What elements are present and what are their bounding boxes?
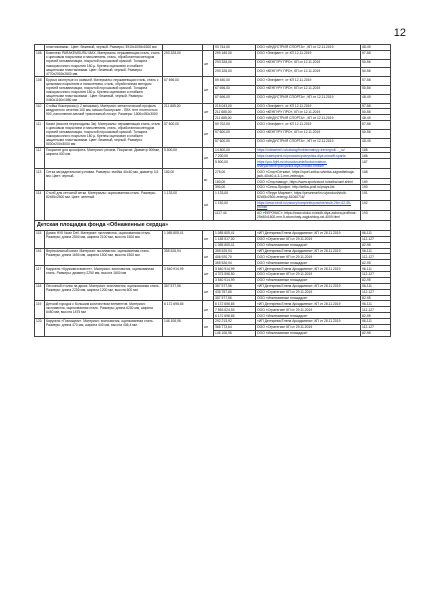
item-description: Детский городок с большим количеством элементов. Материал: эксплавстик, оцинкованная сталь. Размеры: длина 6200 мм, ширина 6450 мм, высота 1875 мм [45, 301, 163, 319]
offer-pages: 82-95 [361, 330, 391, 336]
offer-price: 390,00 [214, 185, 256, 191]
unit: шт [203, 50, 214, 76]
unit: шт [203, 147, 214, 169]
offer-pages: 96-111 [361, 248, 391, 254]
offer-pages: 50-56 [361, 109, 391, 115]
offer-price: 357 577,56 [214, 295, 256, 301]
offer-source: АО «ФЕРОКАС», https://www.stolux.ru/stolb-dlya-zabora-profilnoe-25x50x1800-mm-5-stvorchaty-zaglushkoy-rat-4009.html [256, 210, 361, 220]
item-description: Вертикальный канат. Материал: эксплавстик, оцинкованная сталь. Размеры: длина 1650 мм, ширина 1500 мм, высота 1500 мм [45, 248, 163, 266]
offer-source: ООО «ИНДУСТРИЯ СПОРТА» , КП от 12.11.2019 [256, 94, 361, 103]
offer-price: 1 085 805,41 [214, 230, 256, 236]
offer-price: 292 213,92 [214, 319, 256, 325]
offer-pages: 112-127 [361, 324, 391, 330]
average-price: 67 696,00 [163, 77, 203, 103]
row-number: 115 [35, 230, 45, 248]
offer-source: ООО «Стратегия» КП от 29.11.2019 [256, 254, 361, 260]
row-number: 114 [35, 190, 45, 220]
offer-price: 7 553 024,93 [214, 307, 256, 313]
offer-source: ООО «Элефант», от КП 12.11.2019 [256, 77, 361, 86]
unit: м² [203, 169, 214, 191]
offer-pages: 50-56 [361, 59, 391, 68]
row-number: 117 [35, 266, 45, 284]
item-description: Столб для сетчатой сетки. Материалы: оцинкованная сталь. Размеры: 82x55x2500 мм. Цвет: зеленый. [45, 190, 163, 220]
offer-pages: 82-95 [361, 277, 391, 283]
offer-pages: 186 [361, 153, 391, 159]
offer-pages: 50-56 [361, 68, 391, 77]
average-price: 5 500,00 [163, 147, 203, 169]
offer-price: 275,00 [214, 169, 256, 179]
row-number: 116 [35, 248, 45, 266]
price-comparison-table [34, 44, 391, 337]
offer-pages: 82-95 [361, 295, 391, 301]
offer-source: ООО «Стратегия» КП от 29.11.2019 [256, 236, 361, 242]
offer-price: 3 540 914,99 [214, 277, 256, 283]
offer-source: ООО «Инклюзивные площадки» [256, 242, 361, 248]
offer-source: ООО «КЕНГУРУ ПРО», КП от 12.11.2019 [256, 129, 361, 138]
average-price: 211 685,00 [163, 103, 203, 121]
offer-pages: 188 [361, 169, 391, 179]
offer-source: «ИП Дегтярева Елена Аркадьевна», КП от 28.11.2019 [256, 301, 361, 307]
offer-pages: 112-127 [361, 272, 391, 278]
offer-price: 14 800,00 [214, 147, 256, 153]
offer-source: ООО «КЕНГУРУ ПРО», КП от 12.11.2019 [256, 59, 361, 68]
row-number: 119 [35, 301, 45, 319]
offer-pages: 57-58 [361, 77, 391, 86]
item-description: Брусья изогнутые со скамьей. Материалы: нержавеющая сталь, сталь с цинковым покрытием и напылением, сталь, обработанная методом горячей гальванизации, покрытой порошковой краской. Толщина лакокрасочного покрытия 180 µ. Крепеж оцинкован и снабжен защитными пластиковыми . Цвет: бежевый, черный. Размеры: 3460х1160х1860 мм [45, 77, 163, 103]
offer-price: 293 328,00 [214, 59, 256, 68]
offer-price: 57 600,00 [214, 129, 256, 138]
offer-pages: 191 [361, 190, 391, 200]
offer-pages: 193 [361, 210, 391, 220]
item-description: Карусель «Помощник». Материал: эксплавстик, оцинкованная сталь. Размеры: длина 470 мм, ширина 440 мм, высота 406,4 мм. [45, 319, 163, 337]
offer-price: 1 085 805,41 [214, 242, 256, 248]
offer-price: 146 106,96 [214, 330, 256, 336]
offer-source: ООО «Спортзавод», https://www.sportzavod.ru/setka/uzel.shtml [256, 179, 361, 185]
unit: шт [203, 248, 214, 266]
offer-source: «ИП Дегтярева Елена Аркадьевна», КП от 28.11.2019 [256, 283, 361, 289]
offer-pages: 96-111 [361, 230, 391, 236]
offer-price: 211 685,00 [214, 115, 256, 121]
offer-price: 4 373 598,50 [214, 272, 256, 278]
price-table-sheet [34, 44, 390, 337]
offer-price: 3 540 914,99 [214, 266, 256, 272]
offer-pages: 96-111 [361, 319, 391, 325]
offer-source: ООО «КЕНГУРУ ПРО», КП от 12.11.2019 [256, 68, 361, 77]
offer-price: 7 200,00 [214, 153, 256, 159]
offer-pages: 82-95 [361, 260, 391, 266]
row-number: 110 [35, 103, 45, 121]
offer-source: ООО «Сетка-Профи», http://setka-profi.ru/prays-list [256, 185, 361, 191]
offer-price: 355 526,94 [214, 260, 256, 266]
average-price: 357 577,56 [163, 283, 203, 301]
offer-price: 6 172 698,65 [214, 301, 256, 307]
offer-source: ООО «Элефант», от КП 12.11.2019 [256, 121, 361, 130]
offer-price: 180,00 [214, 179, 256, 185]
offer-price: 59 702,00 [214, 121, 256, 130]
unit: шт [203, 283, 214, 301]
row-number: 111 [35, 121, 45, 147]
row-number: 113 [35, 169, 45, 191]
offer-pages: 96-111 [361, 266, 391, 272]
offer-price: 5 500,00 [214, 159, 256, 169]
table-row [35, 169, 391, 179]
offer-price: 1 152,00 [214, 200, 256, 210]
offer-pages: 190 [361, 185, 391, 191]
row-number: 118 [35, 283, 45, 301]
offer-pages: 57-58 [361, 121, 391, 130]
row-number: 108 [35, 77, 45, 103]
offer-price: 1 133,00 [214, 190, 256, 200]
offer-source[interactable] [256, 153, 361, 159]
item-description: Стойка боксерская (с 2 мешками). Материал: металлический профиль квадратного сечения 100 мм, мешки боксерские - ПВХ тент плотностью 900, наполнение-мелкий трикотажный лоскут. Размеры: 1800х450х3000 [45, 103, 163, 121]
item-description: Качел (высота перекладины 3м). Материалы: нержавеющая сталь, сталь с цинковым покрытием и напылением, сталь, обработанная методом горячей гальванизации, покрытой порошковой краской. Толщина лакокрасочного покрытия 180 µ. Крепеж оцинкован и снабжен защитными пластиковыми. Цвет: бежевый, черный. Размеры: 5000х200х3000 мм [45, 121, 163, 147]
average-price: 3 540 914,99 [163, 266, 203, 284]
offer-source: ООО «ИНДУСТРИЯ СПОРТА» , КП от 12.11.2019 [256, 138, 361, 147]
average-price: 6 172 698,65 [163, 301, 203, 319]
unit: шт [203, 266, 214, 284]
source-link[interactable]: https://www.stroit.ru/zabory/komplektuyuschie/stolb-25m-62-55-porosh [257, 201, 352, 210]
offer-price: 435 757,80 [214, 289, 256, 295]
offer-price: 67 696,00 [214, 94, 256, 103]
section-title: Детская площадка фонда «Обнаженные сердца» [35, 220, 391, 230]
source-link[interactable]: https://salesports.ru/products/pokryshka-dlya-crossfit-sparta [257, 153, 346, 158]
unit: шт [203, 301, 214, 319]
offer-pages: 112-127 [361, 307, 391, 313]
average-price: 57 600,00 [163, 121, 203, 147]
offer-source[interactable] [256, 159, 361, 169]
source-link[interactable]: https://mbbarbell.ru/catalog/funktsionalnyy-treningroll/..._ru/ [257, 147, 345, 152]
offer-price: 365 773,64 [214, 324, 256, 330]
table-row [35, 77, 391, 86]
item-description: пластиковыми . Цвет: бежевый, черный. Размеры: 3910х1098х1500 мм [45, 45, 163, 51]
offer-source: ООО «Элефант», от КП 12.11.2019 [256, 103, 361, 109]
offer-source: ООО «Инклюзивные площадки» [256, 313, 361, 319]
unit: шт [203, 103, 214, 121]
section-header-row [35, 220, 391, 230]
offer-pages: 96-111 [361, 283, 391, 289]
offer-price: 406 920,70 [214, 254, 256, 260]
offer-source: ООО «Элефант», от КП 12.11.2019 [256, 50, 361, 59]
average-price: 293 328,00 [163, 50, 203, 76]
offer-source: «ИП Дегтярева Елена Аркадьевна», КП от 28.11.2019 [256, 230, 361, 236]
offer-price: 299 185,00 [214, 50, 256, 59]
table-row [35, 190, 391, 200]
item-description: Сетка заградительная узловая. Размеры: ячейка 40х40 мм, диаметр 3,5 мм. Цвет: черный. [45, 169, 163, 191]
average-price: 1 133,00 [163, 190, 203, 220]
item-description: Комплекс PARAKEMSURU MAX. Материалы: нержавеющая сталь, сталь с цинковым покрытием и напылением, сталь, обработанная методом горячей гальванизации, покрытой порошковой краской. Толщина лакокрасочного покрытия 180 µ. Крепеж оцинкован и снабжен защитными пластиковыми. Цвет: бежевый, черный. Размеры: 4770х2900х2600 мм. [45, 50, 163, 76]
offer-source: ООО «Инклюзивные площадки» [256, 295, 361, 301]
offer-price: 1 185 517,00 [214, 236, 256, 242]
offer-source: ООО «Стратегия» КП от 29.11.2019 [256, 272, 361, 278]
offer-source: ООО «ИНДУСТРИЯ СПОРТА» , КП от 12.11.2019 [256, 115, 361, 121]
offer-source: ООО «Стратегия» КП от 29.11.2019 [256, 289, 361, 295]
offer-pages: 48-49 [361, 94, 391, 103]
average-price: 146 106,96 [163, 319, 203, 337]
offer-pages: 187 [361, 159, 391, 169]
offer-pages: 48-49 [361, 45, 391, 51]
table-row [35, 50, 391, 59]
offer-price: 6 172 698,65 [214, 313, 256, 319]
offer-pages: 57-58 [361, 103, 391, 109]
offer-pages: 112-127 [361, 289, 391, 295]
page-number: 12 [393, 27, 406, 39]
offer-price: 1117.44 [214, 210, 256, 220]
offer-source: ООО «Стратегия» КП от 29.11.2019 [256, 324, 361, 330]
offer-source: «ИП Дегтярева Елена Аркадьевна», КП от 28.11.2019 [256, 319, 361, 325]
row-number: 112 [35, 147, 45, 169]
offer-price: 57 600,00 [214, 138, 256, 147]
offer-source: «ИП Дегтярева Елена Аркадьевна», КП от 28.11.2019 [256, 248, 361, 254]
source-link[interactable]: https://pro-fight.ru/oborudovanie/funkcionalnoe-snaryazhenie/pokryshka-dlya-crossfit-krossfit [257, 159, 328, 168]
offer-pages: 48-49 [361, 115, 391, 121]
offer-source: ООО «Инклюзивные площадки» [256, 330, 361, 336]
offer-source: ООО «Инклюзивные площадки» [256, 277, 361, 283]
unit: шт [203, 77, 214, 103]
offer-pages: 189 [361, 179, 391, 185]
unit: шт [203, 121, 214, 147]
offer-pages: 96-111 [361, 301, 391, 307]
offer-source: ООО «СпортСеткам», https://sport-setka.ru/setka-zagraditelnaja-jach-40x40-d-3-1-mm-zelenaya [256, 169, 361, 179]
offer-pages: 82-95 [361, 242, 391, 248]
offer-source: ООО «Перун Марлин», https://perunmarlin.ru/product/stolb-82x55x2500-zelenyy-81060716/ [256, 190, 361, 200]
offer-source: ООО «Инклюзивные площадки» [256, 260, 361, 266]
offer-source: «ИП Дегтярева Елена Аркадьевна», КП от 28.11.2019 [256, 266, 361, 272]
offer-pages: 112-127 [361, 236, 391, 242]
row-number: 106 [35, 50, 45, 76]
offer-price: 67 696,00 [214, 86, 256, 95]
offer-pages: 185 [361, 147, 391, 153]
average-price: 180,00 [163, 169, 203, 191]
unit: шт [203, 230, 214, 248]
offer-price: 357 577,56 [214, 283, 256, 289]
offer-price: 355 526,94 [214, 248, 256, 254]
offer-pages: 112-127 [361, 254, 391, 260]
offer-price: 293 328,00 [214, 68, 256, 77]
offer-source: ООО «КЕНГУРУ ПРО», КП от 12.11.2019 [256, 109, 361, 115]
unit: шт [203, 190, 214, 220]
item-description: Покрытие для кроссфита. Материал: резина. Покрытие. Диаметр 900мм, ширина 400 мм. [45, 147, 163, 169]
offer-pages: 192 [361, 200, 391, 210]
unit: шт [203, 319, 214, 337]
offer-price: 89 450,00 [214, 77, 256, 86]
offer-pages: 57-58 [361, 50, 391, 59]
offer-pages: 50-56 [361, 86, 391, 95]
offer-pages: 82-95 [361, 313, 391, 319]
offer-source[interactable] [256, 200, 361, 210]
item-description: Песочный столик на двоих. Материал: эксплавстик, оцинкованная сталь. Размеры: длина 2250 мм, ширина 1200 мм, высота 600 мм [45, 283, 163, 301]
table-row [35, 121, 391, 130]
offer-source: ООО «Стратегия» КП от 29.11.2019 [256, 307, 361, 313]
offer-price: 93 744,00 [214, 45, 256, 51]
row-number: 120 [35, 319, 45, 337]
offer-pages: 50-56 [361, 129, 391, 138]
offer-price: 211 685,00 [214, 109, 256, 115]
average-price: 1 085 805,41 [163, 230, 203, 248]
offer-source: ООО «ИНДУСТРИЯ СПОРТА» , КП от 12.11.2019 [256, 45, 361, 51]
average-price: 355 526,94 [163, 248, 203, 266]
item-description: Домик НУК Noah Dell. Материал: эксплавстик, оцинкованная сталь. Размеры: длина 2500 мм, ширина 2100 мм, высота 1500 мм. [45, 230, 163, 248]
item-description: Карусель «Кружимся вместе». Материал: эксплавстик, оцинкованная сталь. Размеры: диаметр 2250 мм, высота 1800 мм [45, 266, 163, 284]
offer-source: ООО «КЕНГУРУ ПРО», КП от 12.11.2019 [256, 86, 361, 95]
offer-price: 215 043,00 [214, 103, 256, 109]
offer-pages: 48-49 [361, 138, 391, 147]
